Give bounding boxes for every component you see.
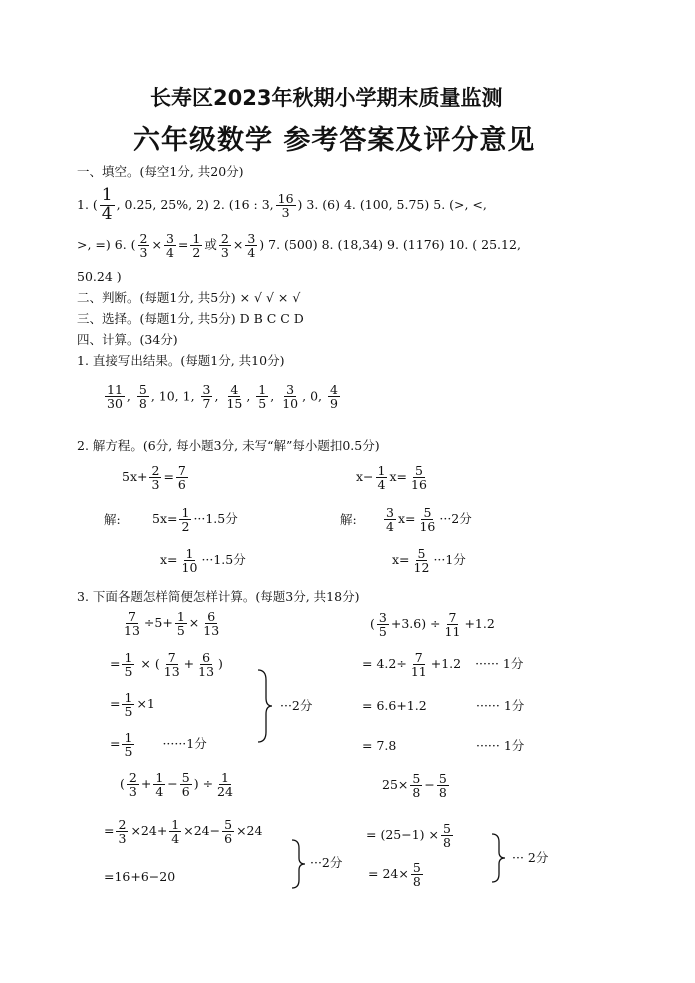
section-3-choice: 三、选择。(每题1分, 共5分) D B C C D (77, 311, 304, 326)
q2-right-equation: x− $\frac{1}{4}$ x= $\frac{5}{16}$ (356, 463, 427, 493)
page-title: 长寿区2023年秋期小学期末质量监测 (150, 86, 503, 110)
q3a-line-4: = $\frac{1}{5}$ ······1分 (110, 730, 207, 760)
q3d-line-1: 25× $\frac{5}{8}$ − $\frac{5}{8}$ (382, 771, 447, 801)
q3-heading: 3. 下面各题怎样简便怎样计算。(每题3分, 共18分) (77, 589, 360, 604)
q3b-line-3-score: ······ 1分 (476, 698, 525, 713)
page-subtitle: 六年级数学 参考答案及评分意见 (133, 125, 536, 156)
q2-left-jie: 解: (104, 512, 121, 527)
q1-answer: $\frac{5}{8}$ (138, 382, 147, 412)
q3a-line-1: $\frac{7}{13}$ ÷5+ $\frac{1}{5}$ × $\frac{6}{13}$ (124, 609, 220, 639)
section-1-line-1: 1. ( $\frac{1}{4}$ , 0.25, 25%, 2) 2. (16 : 3, $\frac{16}{3}$ ) 3. (6) 4. (100, 5.75) 5. (>, <, (77, 185, 487, 224)
q1-answer: $\frac{3}{7}$ (202, 382, 211, 412)
q3c-line-3: =16+6−20 (104, 869, 176, 884)
fraction: $\frac{1}{2}$ (192, 231, 201, 261)
q2-heading: 2. 解方程。(6分, 每小题3分, 未写“解”每小题扣0.5分) (77, 438, 380, 453)
q3a-line-3: = $\frac{1}{5}$ ×1 (110, 690, 155, 720)
q1-heading: 1. 直接写出结果。(每题1分, 共10分) (77, 353, 285, 368)
fraction: $\frac{2}{3}$ (139, 231, 148, 261)
section-4-heading: 四、计算。(34分) (77, 332, 178, 347)
section-1-line-2: >, =) 6. ( $\frac{2}{3}$ × $\frac{3}{4}$ = $\frac{1}{2}$ 或 $\frac{2}{3}$ × $\frac{3}{4}$ ) 7. (500) 8. (18,34) 9. (1176) 10. ( 25.12, (77, 231, 521, 261)
fraction: $\frac{2}{3}$ (220, 231, 229, 261)
q2-left-step-2: x= $\frac{1}{10}$ ···1.5分 (160, 546, 246, 576)
q1-answer-list: $\frac{11}{30}$ , $\frac{5}{8}$ , 10, 1, $\frac{3}{7}$ , $\frac{4}{15}$ , $\frac{1}{5}$ , $\frac{3}{10}$ , 0, $\frac{4}{9}$ (107, 382, 338, 412)
q3b-line-3: = 6.6+1.2 (362, 698, 427, 713)
q3a-line-2: = $\frac{1}{5}$ × ( $\frac{7}{13}$ + $\frac{6}{13}$ ) (110, 650, 223, 680)
section-2-judge: 二、判断。(每题1分, 共5分) × √ √ × √ (77, 290, 301, 305)
q3b-line-2: = 4.2÷ $\frac{7}{11}$ +1.2 ······ 1分 (362, 650, 524, 680)
q1-answer: 10 (158, 388, 175, 404)
q2-right-step-2: x= $\frac{5}{12}$ ···1分 (392, 546, 466, 576)
q3c-line-1: ( $\frac{2}{3}$ + $\frac{1}{4}$ − $\frac{5}{6}$ ) ÷ $\frac{1}{24}$ (120, 770, 233, 800)
q3b-line-4: = 7.8 (362, 738, 397, 753)
q2-right-step-1: $\frac{3}{4}$ x= $\frac{5}{16}$ ···2分 (386, 505, 472, 535)
section-1-heading: 一、填空。(每空1分, 共20分) (77, 164, 244, 179)
brace-icon (290, 838, 308, 890)
q3b-line-1: ( $\frac{3}{5}$ +3.6) ÷ $\frac{7}{11}$ +1.2 (370, 610, 495, 640)
brace-icon (490, 832, 508, 884)
q1-answer: 1 (182, 388, 191, 404)
q1-answer: $\frac{1}{5}$ (258, 382, 267, 412)
section-1-line-3: 50.24 ) (77, 269, 122, 284)
fraction: $\frac{3}{4}$ (165, 231, 174, 261)
q3d-line-3: = 24× $\frac{5}{8}$ (368, 860, 421, 890)
q3d-line-2: = (25−1) × $\frac{5}{8}$ (366, 821, 451, 851)
q2-left-equation: 5x+ $\frac{2}{3}$ = $\frac{7}{6}$ (122, 463, 186, 493)
q3d-brace-score: ··· 2分 (512, 850, 549, 865)
q3c-line-2: = $\frac{2}{3}$ ×24+ $\frac{1}{4}$ ×24− $\frac{5}{6}$ ×24 (104, 817, 263, 847)
q3b-line-4-score: ······ 1分 (476, 738, 525, 753)
q3a-brace-score: ···2分 (280, 698, 313, 713)
q1-answer: $\frac{4}{9}$ (329, 382, 338, 412)
q1-answer: $\frac{3}{10}$ (282, 382, 299, 412)
q1-answer: 0 (310, 388, 319, 404)
q2-right-jie: 解: (340, 512, 357, 527)
brace-icon (256, 668, 274, 744)
q1-answer: $\frac{4}{15}$ (226, 382, 243, 412)
fraction: $\frac{1}{4}$ (101, 185, 113, 224)
q3c-brace-score: ···2分 (310, 855, 343, 870)
fraction: $\frac{3}{4}$ (247, 231, 256, 261)
fraction: $\frac{16}{3}$ (277, 190, 294, 220)
q2-left-step-1: 5x= $\frac{1}{2}$ ···1.5分 (152, 505, 238, 535)
q1-answer: $\frac{11}{30}$ (107, 382, 123, 412)
